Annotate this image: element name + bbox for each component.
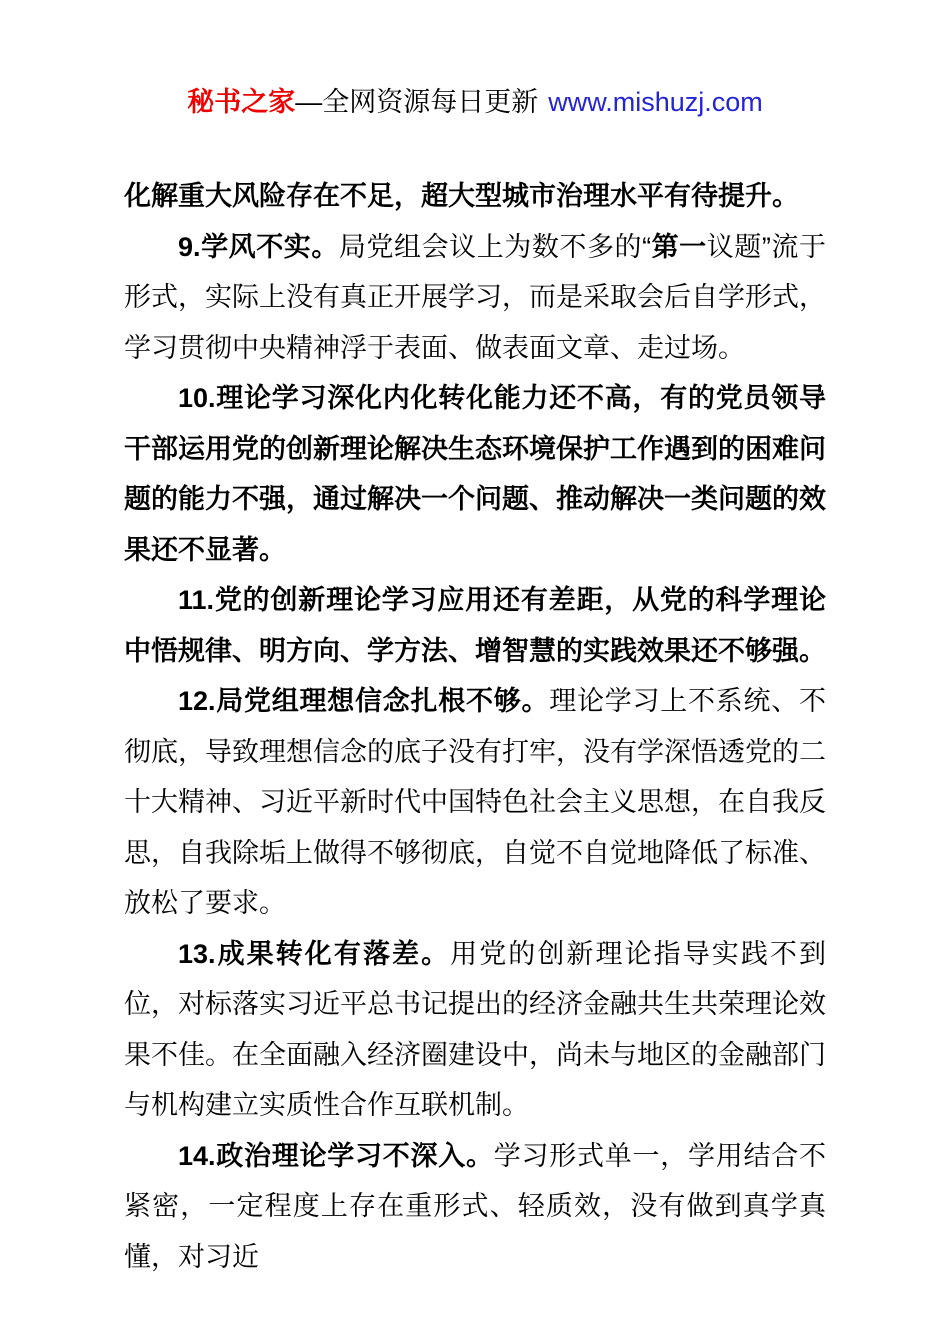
text-run: 11.党的创新理论学习应用还有差距，从党的科学理论中悟规律、明方向、学方法、增智慧的实践效果还不够强。: [124, 585, 826, 666]
paragraph: [124, 171, 826, 222]
text-run: 局党组会议上为数不多的“: [338, 231, 652, 262]
text-run: 9.学风不实。: [178, 231, 339, 262]
site-name: 秘书之家: [187, 87, 296, 117]
text-run: 化解重大风险存在不足，超大型城市治理水平有待提升。: [124, 181, 799, 211]
text-run: 第一: [651, 231, 707, 262]
document-body: [124, 171, 826, 1282]
text-run: 10.理论学习深化内化转化能力还不高，有的党员领导干部运用党的创新理论解决生态环境保护工作遇到的困难问题的能力不强，通过解决一个问题、推动解决一类问题的效果还不显著。: [124, 383, 826, 565]
text-run: 用党的创新理论指导实践不到位，对标落实习近平总书记提出的经济金融共生共荣理论效果不佳。在全面融入经济圈建设中，尚未与地区的金融部门与机构建立实质性合作互联机制。: [124, 938, 826, 1120]
text-run: 13.成果转化有落差。: [178, 938, 451, 969]
text-run: 学习形式单一，学用结合不紧密，一定程度上存在重形式、轻质效，没有做到真学真懂，对习近: [124, 1140, 826, 1272]
header-dash: —: [295, 87, 323, 117]
paragraph: [124, 575, 826, 676]
paragraph: [124, 676, 826, 929]
paragraph: [124, 373, 826, 575]
text-run: 14.政治理论学习不深入。: [178, 1140, 494, 1171]
paragraph: [124, 1131, 826, 1283]
site-url-link[interactable]: www.mishuzj.com: [548, 87, 763, 117]
text-run: 理论学习上不系统、不彻底，导致理想信念的底子没有打牢，没有学深悟透党的二十大精神、习近平新时代中国特色社会主义思想，在自我反思，自我除垢上做得不够彻底，自觉不自觉地降低了标准、放松了要求。: [124, 686, 826, 918]
text-run: 12.局党组理想信念扎根不够。: [178, 686, 550, 716]
header-tagline: 全网资源每日更新: [322, 87, 539, 117]
paragraph: [124, 222, 826, 374]
paragraph: [124, 929, 826, 1131]
text-run: 议题”流于形式，实际上没有真正开展学习，而是采取会后自学形式，学习贯彻中央精神浮于表面、做表面文章、走过场。: [124, 231, 826, 363]
page-header: [0, 84, 950, 120]
